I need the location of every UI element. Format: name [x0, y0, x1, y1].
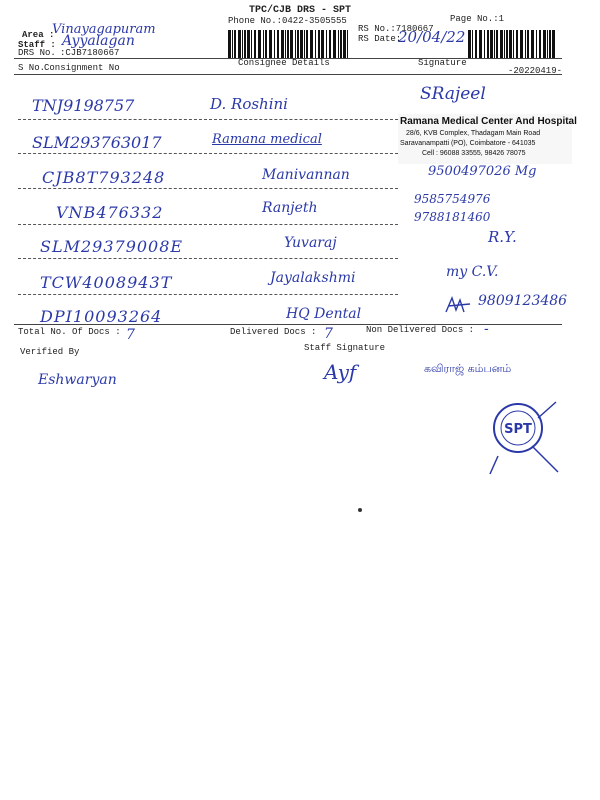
- row-6-consignee: Jayalakshmi: [270, 270, 356, 286]
- rs-number: RS No.:7180667: [358, 24, 434, 34]
- row-1-consignment: TNJ9198757: [32, 96, 135, 115]
- row-7-scribble-mark: [444, 294, 474, 316]
- row-4-rule: [18, 224, 398, 225]
- verified-by-label: Verified By: [20, 347, 80, 357]
- row-7-consignment: DPI10093264: [40, 307, 163, 326]
- tamil-handwriting: கவிராஜ் கம்பனம்: [424, 362, 512, 375]
- staff-signature: Ayf: [324, 360, 357, 384]
- delivered-docs-value: 7: [324, 326, 333, 342]
- round-seal: [478, 396, 568, 480]
- stamp-line-3: Cell : 96088 33555, 98426 78075: [422, 150, 526, 157]
- row-5-consignment: SLM29379008E: [40, 237, 184, 256]
- footer-divider: [14, 324, 562, 325]
- barcode-right: [468, 30, 556, 58]
- row-3-signature: 9500497026 Mg: [428, 164, 537, 179]
- rs-date-label: RS Date:: [358, 34, 402, 44]
- ink-dot: [358, 508, 362, 512]
- stamp-line-1: 28/6, KVB Complex, Thadagam Main Road: [406, 130, 541, 137]
- col-consignment: Consignment No: [44, 63, 120, 73]
- seal-text: SPT: [504, 422, 532, 437]
- hospital-stamp: [398, 114, 577, 164]
- area-value: Vinayagapuram: [52, 22, 156, 37]
- row-4-consignee: Ranjeth: [262, 200, 318, 216]
- phone-number: Phone No.:0422-3505555: [228, 16, 347, 26]
- row-3-consignment: CJB8T793248: [42, 168, 166, 187]
- columns-divider: [14, 74, 562, 75]
- row-1-rule: [18, 119, 398, 120]
- row-6-signature: my C.V.: [446, 264, 499, 280]
- total-docs-value: 7: [126, 327, 135, 343]
- area-label: Area :: [22, 30, 55, 40]
- drs-label: DRS No.: [18, 48, 56, 58]
- non-delivered-docs-value: -: [484, 321, 489, 337]
- row-6-consignment: TCW4008943T: [40, 273, 173, 292]
- row-7-consignee: HQ Dental: [286, 306, 362, 322]
- row-4-consignment: VNB476332: [56, 203, 164, 222]
- row-2-consignee: Ramana medical: [212, 132, 322, 147]
- delivered-docs-label: Delivered Docs :: [230, 327, 317, 337]
- staff-label: Staff :: [18, 40, 56, 50]
- verified-signature: Eshwaryan: [38, 372, 117, 388]
- rs-date-value: 20/04/22: [398, 28, 466, 46]
- row-5-signature: R.Y.: [488, 228, 517, 246]
- row-1-signature: SRajeel: [420, 84, 486, 104]
- row-3-consignee: Manivannan: [262, 167, 350, 183]
- row-5-rule: [18, 258, 398, 259]
- row-5-consignee: Yuvaraj: [284, 235, 337, 251]
- drs-value: :CJB7180667: [60, 48, 120, 58]
- staff-signature-label: Staff Signature: [304, 343, 386, 353]
- staff-value: Ayyalagan: [62, 33, 135, 49]
- col-sno: S No.: [18, 63, 46, 73]
- row-2-rule: [18, 153, 398, 154]
- stamp-name: Ramana Medical Center And Hospital: [400, 116, 577, 127]
- stamp-line-2: Saravanampatti (PO), Coimbatore - 641035: [400, 140, 536, 147]
- total-docs-label: Total No. Of Docs :: [18, 327, 121, 337]
- row-2-consignment: SLM293763017: [32, 133, 162, 152]
- row-7-signature: 9809123486: [478, 293, 568, 309]
- row-1-consignee: D. Roshini: [210, 95, 288, 113]
- col-signature: Signature: [418, 58, 467, 68]
- sheet-title: TPC/CJB DRS - SPT: [248, 5, 352, 16]
- col-date-code: -20220419-: [508, 66, 563, 76]
- barcode-left: [228, 30, 350, 58]
- row-6-rule: [18, 294, 398, 295]
- row-3-rule: [18, 188, 398, 189]
- row-4-signature: 9585754976 9788181460: [414, 192, 491, 224]
- page-number: Page No.:1: [450, 14, 505, 24]
- col-consignee: Consignee Details: [238, 58, 330, 68]
- non-delivered-docs-label: Non Delivered Docs :: [366, 325, 475, 335]
